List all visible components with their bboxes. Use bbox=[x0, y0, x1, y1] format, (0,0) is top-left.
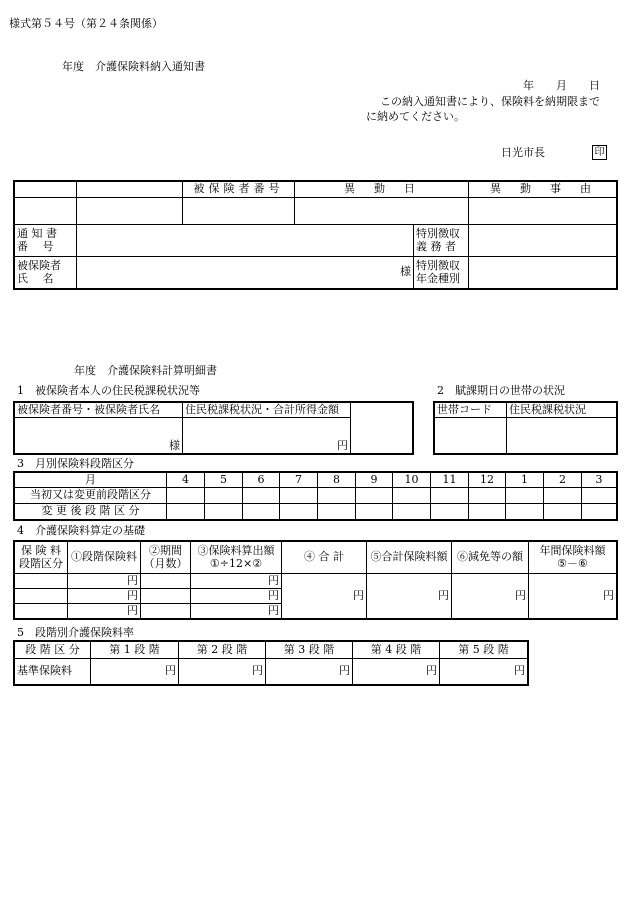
month-cell: 9 bbox=[356, 473, 393, 488]
section5-table bbox=[14, 641, 528, 685]
section1-table bbox=[14, 402, 413, 454]
row-after-label: 変 更 後 段 階 区 分 bbox=[15, 504, 167, 520]
notice-message-line1: この納入通知書により、保険料を納期限まで bbox=[380, 95, 600, 108]
month-cell: 12 bbox=[469, 473, 506, 488]
month-label: 月 bbox=[15, 473, 167, 488]
special-collector-value bbox=[469, 225, 617, 257]
annual-yen: 円 bbox=[529, 574, 617, 619]
special-collector-label: 特別徴収 義 務 者 bbox=[414, 225, 469, 257]
section3-table bbox=[14, 472, 617, 520]
sec2-col1-header: 世帯コード bbox=[435, 403, 507, 418]
section4-title: 4 介護保険料算定の基礎 bbox=[17, 524, 145, 537]
notice-number-label: 通 知 書 番 号 bbox=[15, 225, 77, 257]
h-class: 保 険 料 段階区分 bbox=[15, 542, 68, 574]
change-date-header: 異 動 日 bbox=[295, 182, 469, 198]
notice-number-value bbox=[77, 225, 414, 257]
notice-date: 年 月 日 bbox=[523, 79, 600, 92]
change-table bbox=[14, 181, 617, 289]
month-cell: 3 bbox=[582, 473, 617, 488]
h-period: ②期間 （月数） bbox=[141, 542, 191, 574]
stage-fee-yen: 円 bbox=[68, 589, 141, 604]
month-cell: 7 bbox=[280, 473, 318, 488]
h-total-fee: ⑤合計保険料額 bbox=[367, 542, 452, 574]
total-yen: 円 bbox=[282, 574, 367, 619]
month-cell: 5 bbox=[205, 473, 243, 488]
sec2-col2-header: 住民税課税状況 bbox=[507, 403, 617, 418]
grade-label: 段 階 区 分 bbox=[15, 642, 91, 659]
section5-title: 5 段階別介護保険料率 bbox=[17, 626, 134, 639]
stage-fee-yen: 円 bbox=[68, 574, 141, 589]
month-cell: 8 bbox=[318, 473, 356, 488]
h-annual: 年間保険料額 ⑤－⑥ bbox=[529, 542, 617, 574]
grade-header: 第 5 段 階 bbox=[440, 642, 528, 659]
grade-header: 第 4 段 階 bbox=[353, 642, 440, 659]
insured-name-label: 被保険者 氏 名 bbox=[15, 257, 77, 289]
notice-message-line2: に納めてください。 bbox=[366, 110, 465, 123]
sec1-income-cell: 円 bbox=[183, 418, 351, 454]
base-fee-label: 基準保険料 bbox=[15, 659, 91, 685]
grade-fee-yen: 円 bbox=[440, 659, 528, 685]
sec1-name-cell: 様 bbox=[15, 418, 183, 454]
grade-fee-yen: 円 bbox=[179, 659, 266, 685]
grade-fee-yen: 円 bbox=[266, 659, 353, 685]
h-total: ④ 合 計 bbox=[282, 542, 367, 574]
seal-icon: 印 bbox=[592, 145, 607, 160]
section1-title: 1 被保険者本人の住民税課税状況等 bbox=[17, 384, 200, 397]
month-cell: 1 bbox=[506, 473, 544, 488]
calc-yen: 円 bbox=[191, 574, 282, 589]
sec1-col1-header: 被保険者番号・被保険者氏名 bbox=[15, 403, 183, 418]
reduction-yen: 円 bbox=[452, 574, 529, 619]
sec1-col2-header: 住民税課税状況・合計所得金額 bbox=[183, 403, 351, 418]
calc-yen: 円 bbox=[191, 604, 282, 619]
grade-header: 第 1 段 階 bbox=[91, 642, 179, 659]
pension-type-value bbox=[469, 257, 617, 289]
h-calc: ③保険料算出額 ①÷12×② bbox=[191, 542, 282, 574]
h-reduction: ⑥減免等の額 bbox=[452, 542, 529, 574]
section2-table bbox=[434, 402, 617, 454]
change-reason-header: 異 動 事 由 bbox=[469, 182, 617, 198]
grade-fee-yen: 円 bbox=[91, 659, 179, 685]
grade-header: 第 2 段 階 bbox=[179, 642, 266, 659]
month-cell: 4 bbox=[167, 473, 205, 488]
issuer-name: 日光市長 bbox=[501, 146, 545, 159]
insured-name-value: 様 bbox=[77, 257, 414, 289]
month-cell: 11 bbox=[431, 473, 469, 488]
section4-table bbox=[14, 541, 617, 619]
grade-header: 第 3 段 階 bbox=[266, 642, 353, 659]
month-cell: 6 bbox=[243, 473, 280, 488]
pension-type-label: 特別徴収 年金種別 bbox=[414, 257, 469, 289]
section2-title: 2 賦課期日の世帯の状況 bbox=[437, 384, 565, 397]
h-stage-fee: ①段階保険料 bbox=[68, 542, 141, 574]
total-fee-yen: 円 bbox=[367, 574, 452, 619]
calc-yen: 円 bbox=[191, 589, 282, 604]
row-before-label: 当初又は変更前段階区分 bbox=[15, 488, 167, 504]
notice-title: 年度 介護保険料納入通知書 bbox=[62, 60, 205, 73]
month-cell: 2 bbox=[544, 473, 582, 488]
calc-title: 年度 介護保険料計算明細書 bbox=[74, 364, 217, 377]
section3-title: 3 月別保険料段階区分 bbox=[17, 457, 134, 470]
grade-fee-yen: 円 bbox=[353, 659, 440, 685]
insured-number-header: 被保険者番号 bbox=[183, 182, 295, 198]
month-cell: 10 bbox=[393, 473, 431, 488]
stage-fee-yen: 円 bbox=[68, 604, 141, 619]
form-number: 様式第５４号（第２４条関係） bbox=[9, 17, 163, 30]
